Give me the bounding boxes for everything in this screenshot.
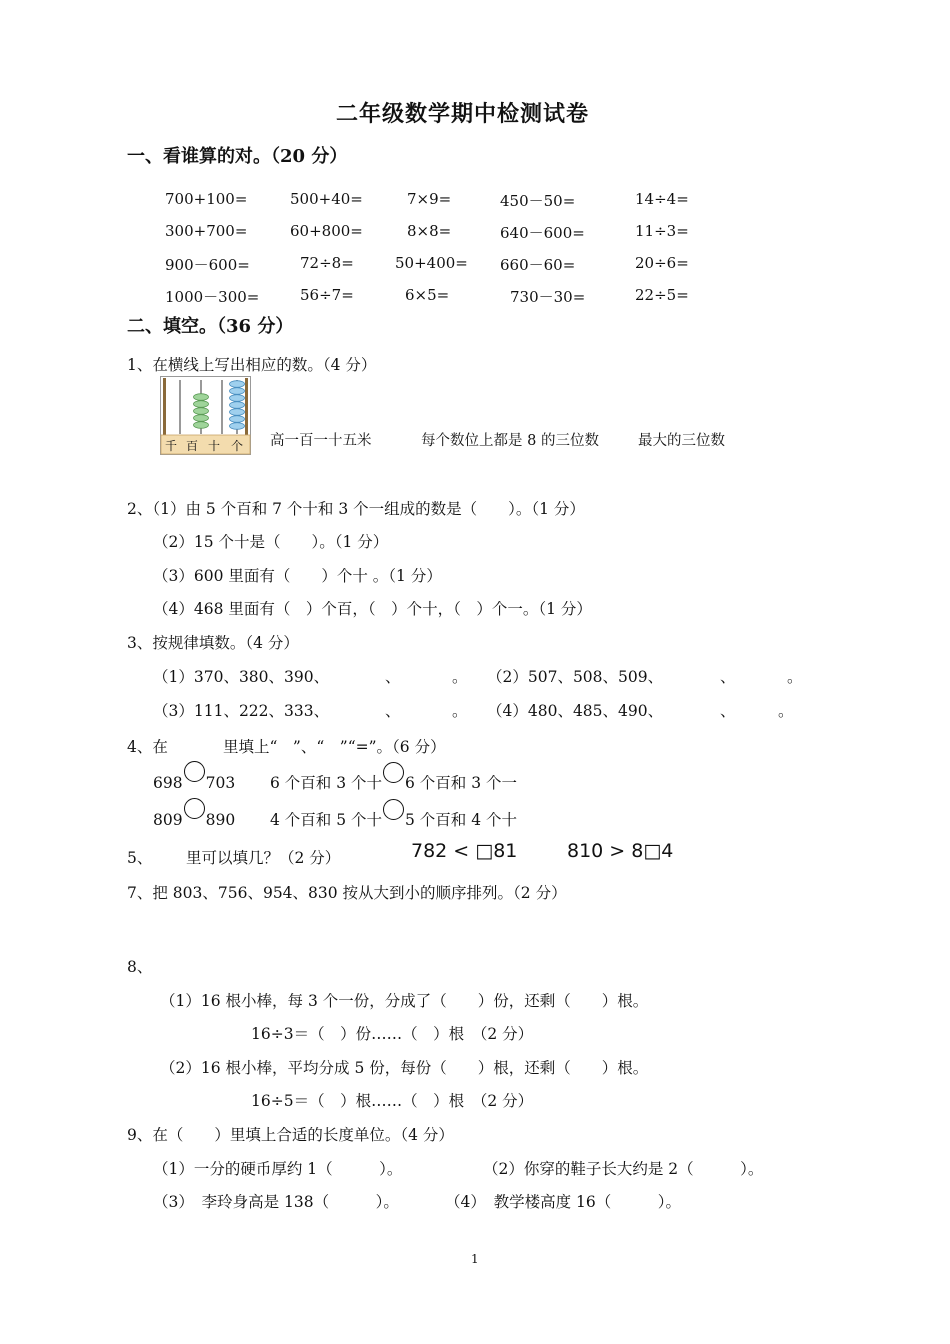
q4-value: 703 — [205, 774, 236, 792]
q9-text: 9、在（ ）里填上合适的长度单位。（4 分） — [127, 1126, 454, 1144]
q3-part: 、 — [385, 702, 401, 720]
q4-value: 890 — [205, 811, 236, 829]
q3-part: （3）111、222、333、 — [153, 702, 330, 720]
calc-item: 14÷4= — [635, 190, 689, 208]
calc-item: 900－600= — [165, 256, 250, 274]
q9-item: （4） 教学楼高度 16（ ）。 — [445, 1193, 682, 1211]
q5-num: 5、 — [127, 849, 153, 867]
q3-part: 、 — [385, 668, 401, 686]
q4-value: 5 个百和 4 个十 — [405, 811, 518, 829]
q1-item: 高一百一十五米 — [270, 433, 372, 449]
q8-line: 16÷3＝（ ）份……（ ）根 （2 分） — [251, 1025, 534, 1043]
q4-text-a: 4、在 — [127, 738, 168, 756]
q7-text: 7、把 803、756、954、830 按从大到小的顺序排列。（2 分） — [127, 884, 567, 902]
section2-heading: 二、填空。（36 分） — [127, 316, 294, 337]
q9-item: （1）一分的硬币厚约 1（ ）。 — [153, 1160, 403, 1178]
q1-item: 最大的三位数 — [638, 433, 725, 449]
q4-value: 698 — [153, 774, 183, 792]
q4-row — [153, 771, 235, 792]
compare-circle[interactable] — [383, 762, 404, 783]
abacus-label: 百 — [186, 439, 199, 453]
q9-item: （2）你穿的鞋子长大约是 2（ ）。 — [483, 1160, 764, 1178]
q8-num: 8、 — [127, 958, 153, 976]
q3-part: （4）480、485、490、 — [487, 702, 664, 720]
q4-value: 809 — [153, 811, 183, 829]
calc-item: 1000－300= — [165, 288, 260, 306]
q2-line: （3）600 里面有（ ）个十 。（1 分） — [153, 567, 442, 585]
calc-item: 22÷5= — [635, 286, 689, 304]
calc-item: 300+700= — [165, 222, 248, 240]
q2-line: （2）15 个十是（ ）。（1 分） — [153, 533, 389, 551]
q2-line: （4）468 里面有（ ）个百，（ ）个十，（ ）个一。（1 分） — [153, 600, 592, 618]
calc-item: 7×9= — [407, 190, 452, 208]
q3-part: （2）507、508、509、 — [487, 668, 664, 686]
q5-expr: 782 < □81 — [411, 840, 518, 862]
calc-item: 660－60= — [500, 256, 576, 274]
q1-text: 1、在横线上写出相应的数。（4 分） — [127, 356, 377, 374]
q8-line: 16÷5＝（ ）根……（ ）根 （2 分） — [251, 1092, 534, 1110]
calc-item: 6×5= — [405, 286, 450, 304]
q8-line: （1）16 根小棒，每 3 个一份，分成了（ ）份，还剩（ ）根。 — [160, 992, 649, 1010]
q4-value: 4 个百和 5 个十 — [270, 811, 383, 829]
q3-part: （1）370、380、390、 — [153, 668, 330, 686]
calc-item: 730－30= — [510, 288, 586, 306]
compare-circle[interactable] — [184, 798, 205, 819]
q5-text: 里可以填几？（2 分） — [186, 849, 341, 867]
abacus-label: 千 — [165, 439, 178, 453]
calc-item: 50+400= — [395, 254, 468, 272]
calc-item: 72÷8= — [300, 254, 354, 272]
q2-line: 2、（1）由 5 个百和 7 个十和 3 个一组成的数是（ ）。（1 分） — [127, 500, 585, 518]
q4-value: 6 个百和 3 个十 — [270, 774, 383, 792]
calc-item: 56÷7= — [300, 286, 354, 304]
q3-part: 、 — [720, 702, 736, 720]
q4-text-b: 里填上“ ”、“ ”“=”。（6 分） — [223, 738, 446, 756]
compare-circle[interactable] — [184, 761, 205, 782]
q9-item: （3） 李玲身高是 138（ ）。 — [153, 1193, 399, 1211]
calc-item: 640－600= — [500, 224, 585, 242]
q3-part: 。 — [452, 668, 468, 686]
abacus-image — [160, 376, 251, 455]
calc-item: 8×8= — [407, 222, 452, 240]
page-title: 二年级数学期中检测试卷 — [336, 101, 590, 127]
abacus-label: 十 — [208, 439, 221, 453]
q4-value: 6 个百和 3 个一 — [405, 774, 518, 792]
page-number: 1 — [471, 1252, 479, 1266]
abacus-label: 个 — [231, 439, 244, 453]
q3-part: 。 — [787, 668, 803, 686]
calc-item: 450－50= — [500, 192, 576, 210]
compare-circle[interactable] — [383, 799, 404, 820]
calc-item: 700+100= — [165, 190, 248, 208]
q8-line: （2）16 根小棒，平均分成 5 份，每份（ ）根，还剩（ ）根。 — [160, 1059, 649, 1077]
q3-part: 。 — [778, 702, 794, 720]
q4-row — [270, 808, 517, 830]
q3-text: 3、按规律填数。（4 分） — [127, 634, 299, 652]
q5-expr: 810 > 8□4 — [567, 840, 674, 862]
section1-heading: 一、看谁算的对。（20 分） — [127, 146, 348, 167]
calc-item: 500+40= — [290, 190, 363, 208]
q1-item: 每个数位上都是 8 的三位数 — [421, 433, 599, 449]
calc-item: 11÷3= — [635, 222, 689, 240]
calc-item: 20÷6= — [635, 254, 689, 272]
q4-row — [153, 808, 235, 829]
q3-part: 、 — [720, 668, 736, 686]
q3-part: 。 — [452, 702, 468, 720]
q4-row — [270, 771, 517, 793]
calc-item: 60+800= — [290, 222, 363, 240]
